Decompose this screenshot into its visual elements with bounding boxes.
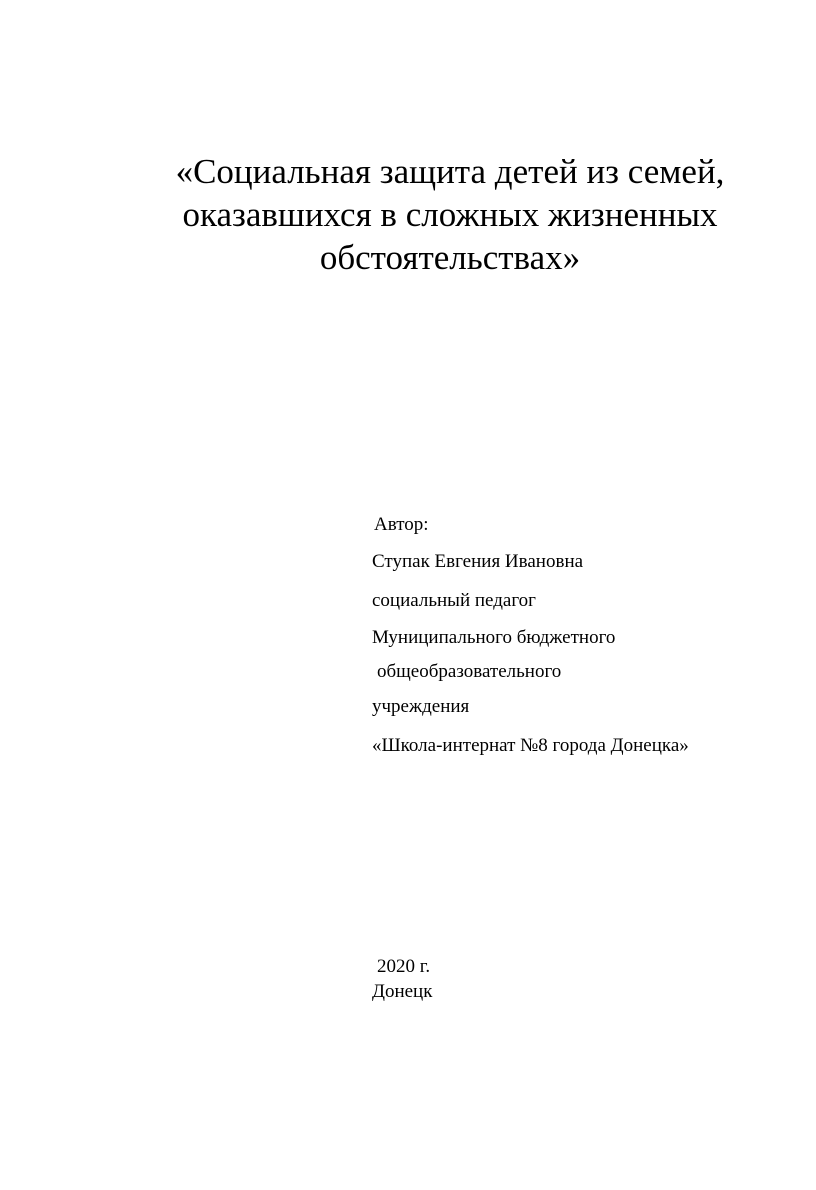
title-line-1: «Социальная защита детей из семей, — [175, 152, 725, 191]
author-name: Ступак Евгения Ивановна — [372, 551, 584, 572]
author-position: социальный педагог — [372, 590, 536, 611]
organization-line-3: учреждения — [372, 696, 470, 717]
footer-year: 2020 г. — [377, 956, 431, 977]
organization-line-4: «Школа-интернат №8 города Донецка» — [372, 735, 689, 756]
footer-city: Донецк — [372, 981, 433, 1002]
organization-line-2: общеобразовательного — [377, 661, 562, 682]
title-line-3: обстоятельствах» — [319, 238, 581, 277]
document-title — [100, 150, 800, 279]
title-line-2: оказавшихся в сложных жизненных — [182, 195, 718, 234]
organization-line-1: Муниципального бюджетного — [372, 627, 616, 648]
author-label: Автор: — [374, 514, 429, 535]
